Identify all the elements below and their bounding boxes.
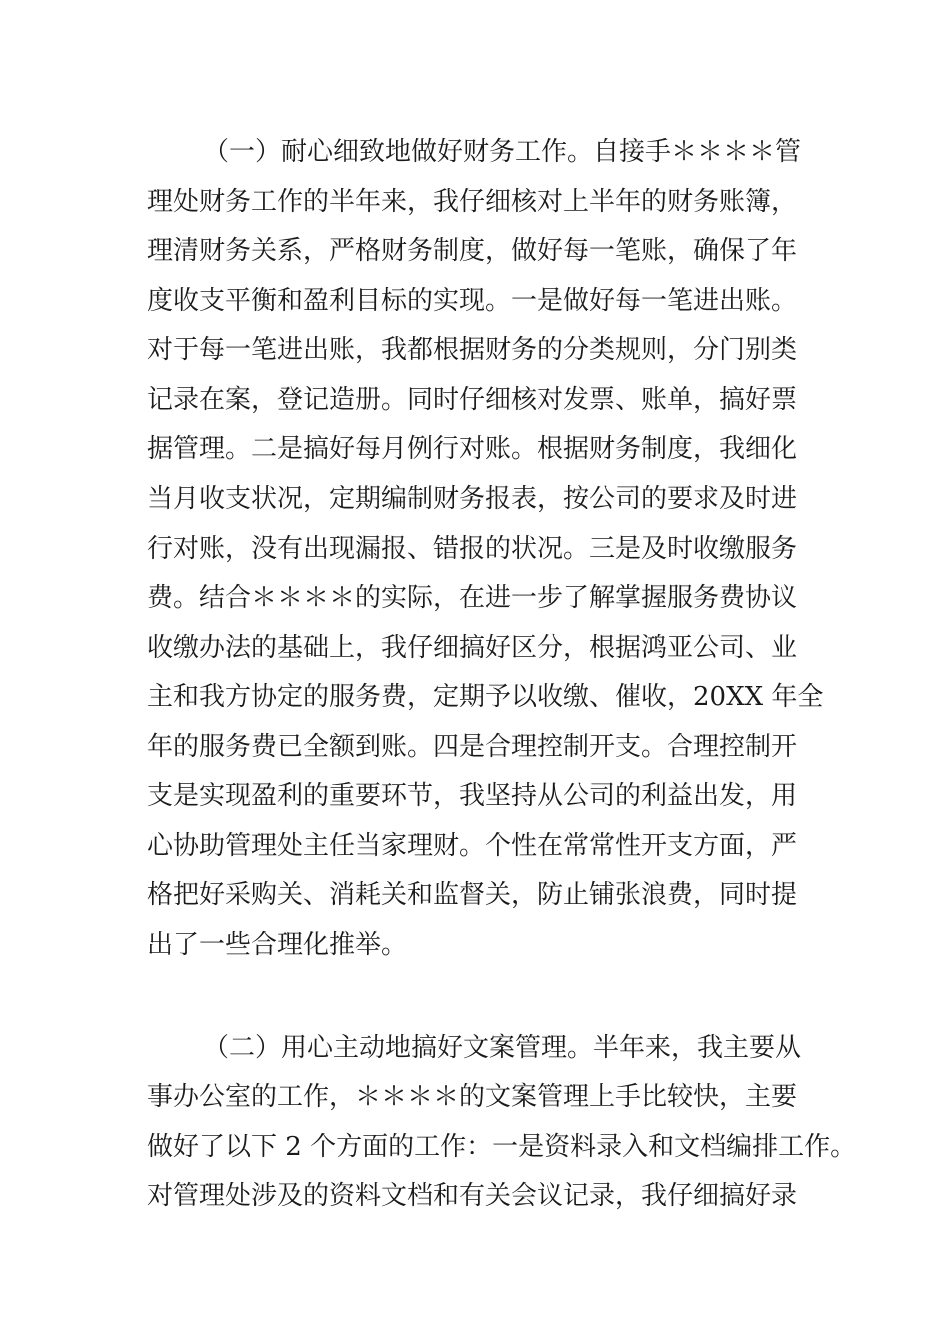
paragraph-1-line-1: （一）耐心细致地做好财务工作。自接手＊＊＊＊管 [203, 137, 802, 167]
paragraph-1-line-15: 心协助管理处主任当家理财。个性在常常性开支方面，严 [147, 831, 798, 861]
paragraph-1-line-6: 记录在案，登记造册。同时仔细核对发票、账单，搞好票 [147, 385, 798, 415]
paragraph-1-line-3: 理清财务关系，严格财务制度，做好每一笔账，确保了年 [147, 236, 798, 266]
paragraph-1-line-14: 支是实现盈利的重要环节，我坚持从公司的利益出发，用 [147, 781, 798, 811]
paragraph-2-line-4: 对管理处涉及的资料文档和有关会议记录，我仔细搞好录 [147, 1181, 798, 1211]
paragraph-1-line-10: 费。结合＊＊＊＊的实际，在进一步了解掌握服务费协议 [147, 583, 798, 613]
paragraph-2-line-1: （二）用心主动地搞好文案管理。半年来，我主要从 [203, 1033, 802, 1063]
paragraph-1-line-4: 度收支平衡和盈利目标的实现。一是做好每一笔进出账。 [147, 286, 798, 316]
paragraph-1-line-5: 对于每一笔进出账，我都根据财务的分类规则，分门别类 [147, 335, 798, 365]
paragraph-1-line-17: 出了一些合理化推举。 [147, 930, 408, 960]
paragraph-1-line-2: 理处财务工作的半年来，我仔细核对上半年的财务账簿， [147, 187, 798, 217]
paragraph-2-line-2: 事办公室的工作，＊＊＊＊的文案管理上手比较快，主要 [147, 1082, 798, 1112]
paragraph-1-line-12: 主和我方协定的服务费，定期予以收缴、催收，20XX 年全 [147, 682, 824, 712]
paragraph-1-line-7: 据管理。二是搞好每月例行对账。根据财务制度，我细化 [147, 434, 798, 464]
paragraph-1-line-13: 年的服务费已全额到账。四是合理控制开支。合理控制开 [147, 732, 798, 762]
paragraph-1-line-8: 当月收支状况，定期编制财务报表，按公司的要求及时进 [147, 484, 798, 514]
paragraph-1-line-16: 格把好采购关、消耗关和监督关，防止铺张浪费，同时提 [147, 880, 798, 910]
paragraph-1-line-11: 收缴办法的基础上，我仔细搞好区分，根据鸿亚公司、业 [147, 633, 798, 663]
paragraph-1-line-9: 行对账，没有出现漏报、错报的状况。三是及时收缴服务 [147, 534, 798, 564]
paragraph-2-line-3: 做好了以下 2 个方面的工作：一是资料录入和文档编排工作。 [147, 1132, 857, 1162]
